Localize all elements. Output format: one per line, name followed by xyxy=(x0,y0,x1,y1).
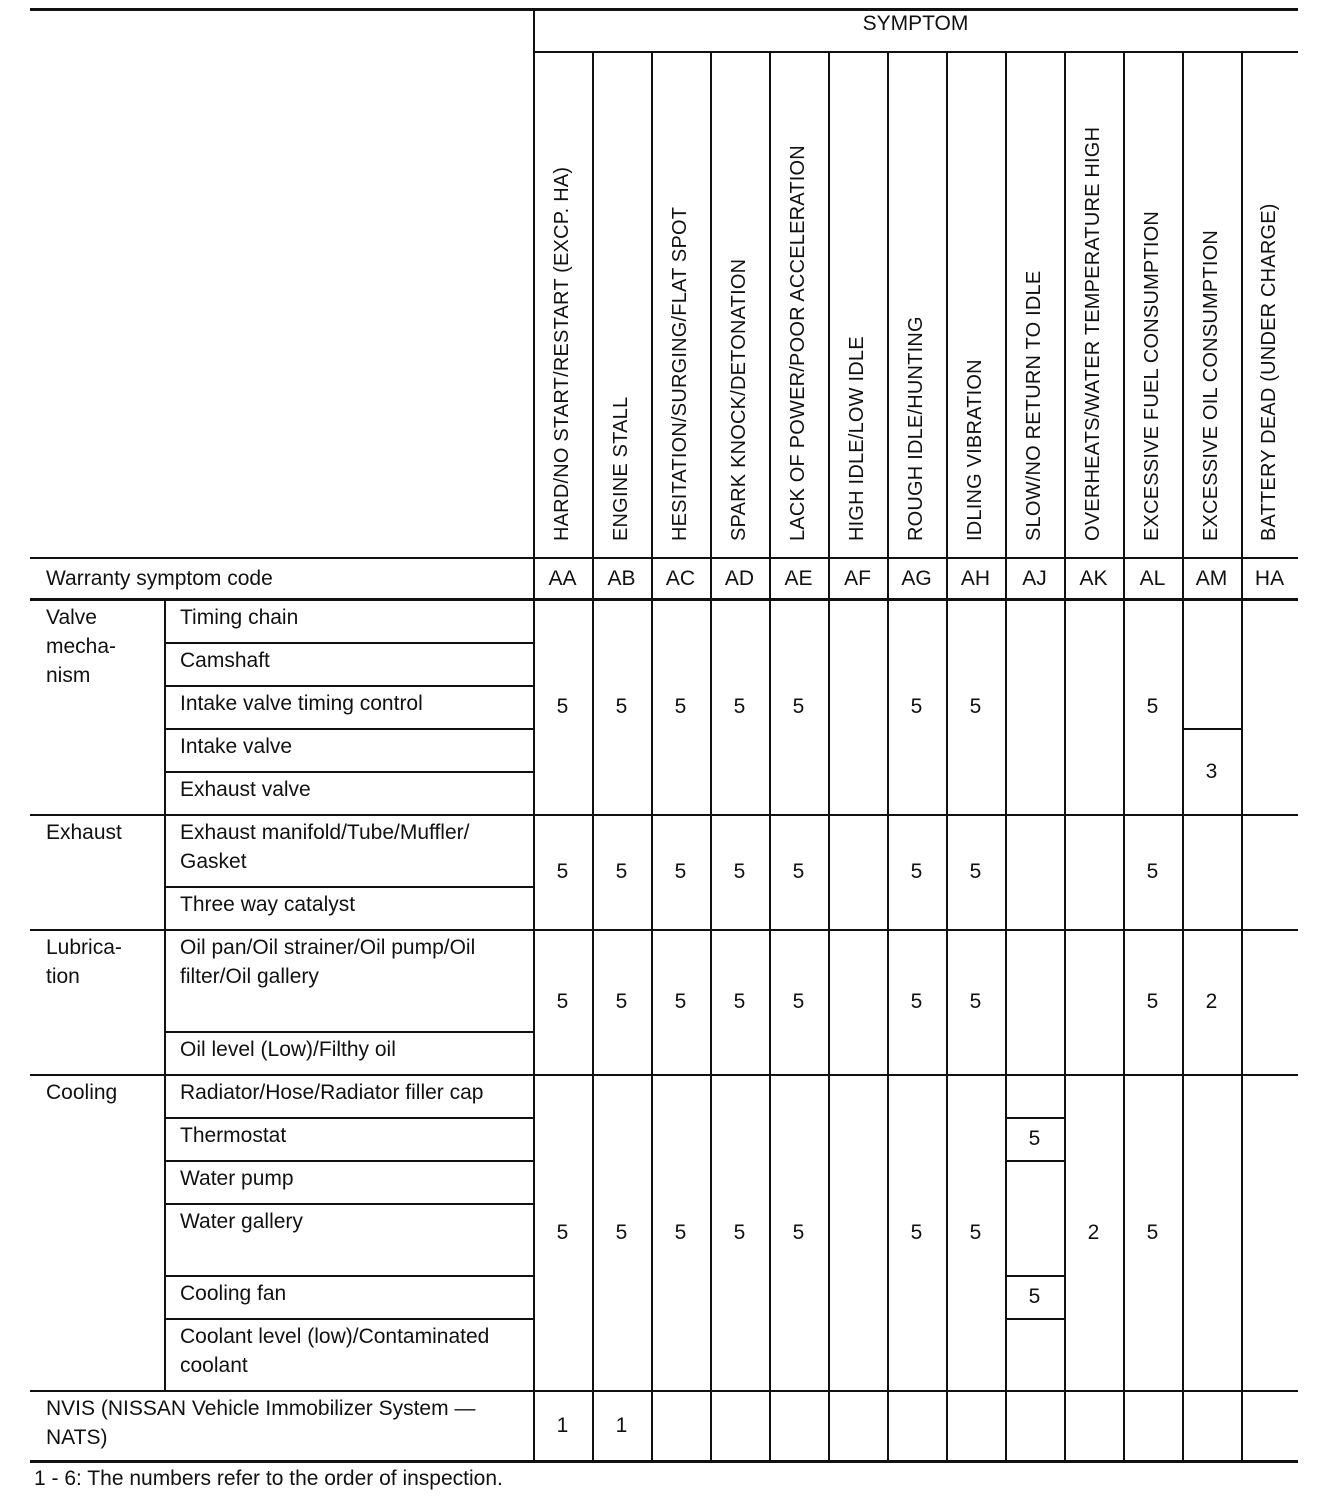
value-ab: 5 xyxy=(615,695,628,718)
code-row-bottom xyxy=(30,598,1298,601)
symptom-label-ad: SPARK KNOCK/DETONATION xyxy=(727,258,750,541)
item-label: Exhaust manifold/Tube/Muffler/ Gasket xyxy=(180,821,470,873)
value-ad: 5 xyxy=(733,860,746,883)
value-ak: 2 xyxy=(1087,1220,1100,1244)
value-ag: 5 xyxy=(910,860,923,883)
symptom-label-al: EXCESSIVE FUEL CONSUMPTION xyxy=(1140,210,1163,541)
group-label-2: Lubrica- tion xyxy=(46,936,122,988)
group-separator xyxy=(30,814,1298,816)
item-separator xyxy=(164,642,533,644)
top-border xyxy=(30,8,1298,11)
group-separator xyxy=(30,1390,1298,1392)
group-label-3: Cooling xyxy=(46,1081,118,1104)
footnote: 1 - 6: The numbers refer to the order of inspection. xyxy=(34,1467,503,1490)
item-separator xyxy=(164,1203,533,1205)
value-ae: 5 xyxy=(792,990,805,1013)
symptom-code-ac: AC xyxy=(665,566,696,590)
symptom-code-ae: AE xyxy=(784,566,813,590)
column-line xyxy=(828,51,830,1461)
item-separator xyxy=(164,685,533,687)
value-ae: 5 xyxy=(792,860,805,883)
column-line xyxy=(887,51,889,1461)
value-am: 2 xyxy=(1205,990,1218,1013)
value-ad: 5 xyxy=(733,695,746,718)
item-label: Timing chain xyxy=(180,606,299,629)
item-separator xyxy=(164,1117,533,1119)
warranty-code-label: Warranty symptom code xyxy=(46,566,273,590)
symptom-label-ak: OVERHEATS/WATER TEMPERATURE HIGH xyxy=(1081,126,1104,541)
item-label: Oil pan/Oil strainer/Oil pump/Oil filter/Oil gallery xyxy=(180,936,476,988)
symptom-label-af: HIGH IDLE/LOW IDLE xyxy=(845,336,868,541)
column-line xyxy=(533,8,535,1461)
value-ac: 5 xyxy=(674,1220,687,1244)
value-aa: 5 xyxy=(556,1220,569,1244)
value-aa: 5 xyxy=(556,695,569,718)
aj-separator xyxy=(1005,1160,1064,1162)
symptom-code-af: AF xyxy=(844,566,871,590)
symptom-header: SYMPTOM xyxy=(862,12,969,35)
symptom-code-aa: AA xyxy=(548,566,577,590)
item-label: Intake valve timing control xyxy=(180,692,423,715)
symptom-code-ha: HA xyxy=(1254,566,1285,590)
value-ab: 5 xyxy=(615,860,628,883)
group-label-1: Exhaust xyxy=(46,821,122,844)
column-line xyxy=(592,51,594,1461)
symptom-label-ah: IDLING VIBRATION xyxy=(963,359,986,541)
item-separator xyxy=(164,1160,533,1162)
symptom-code-ab: AB xyxy=(607,566,636,590)
value-ag: 5 xyxy=(910,1220,923,1244)
symptom-code-aj: AJ xyxy=(1022,566,1047,590)
group-separator xyxy=(30,929,1298,931)
value-ab: 5 xyxy=(615,1220,628,1244)
value-aa: 1 xyxy=(556,1414,569,1437)
value-ac: 5 xyxy=(674,990,687,1013)
group-label-0: Valve mecha- nism xyxy=(46,606,117,687)
symptom-code-am: AM xyxy=(1195,566,1228,590)
value-am: 3 xyxy=(1205,759,1218,783)
column-line xyxy=(1123,51,1125,1461)
symptom-code-ah: AH xyxy=(960,566,991,590)
aj-separator xyxy=(1005,1117,1064,1119)
value-aj: 5 xyxy=(1028,1285,1041,1308)
column-line xyxy=(1241,51,1243,1461)
value-ac: 5 xyxy=(674,860,687,883)
value-al: 5 xyxy=(1146,990,1159,1013)
item-label: Coolant level (low)/Contaminated coolant xyxy=(180,1325,490,1377)
aj-separator xyxy=(1005,1318,1064,1320)
symptom-label-ab: ENGINE STALL xyxy=(609,396,632,541)
item-label: Exhaust valve xyxy=(180,778,311,801)
item-separator xyxy=(164,1318,533,1320)
value-ah: 5 xyxy=(969,695,982,718)
item-label: Oil level (Low)/Filthy oil xyxy=(180,1038,396,1061)
value-ah: 5 xyxy=(969,860,982,883)
value-ag: 5 xyxy=(910,990,923,1013)
group-label-4: NVIS (NISSAN Vehicle Immobilizer System — NATS) xyxy=(46,1397,476,1449)
item-label: Three way catalyst xyxy=(180,893,356,916)
value-ag: 5 xyxy=(910,695,923,718)
item-label: Cooling fan xyxy=(180,1282,287,1305)
am-separator xyxy=(1182,728,1241,730)
item-separator xyxy=(164,771,533,773)
item-label: Radiator/Hose/Radiator filler cap xyxy=(180,1081,484,1104)
group-separator xyxy=(30,1074,1298,1076)
column-line xyxy=(1005,51,1007,1461)
value-ab: 1 xyxy=(615,1414,628,1437)
item-label: Camshaft xyxy=(180,649,270,672)
column-line xyxy=(1064,51,1066,1461)
value-aa: 5 xyxy=(556,860,569,883)
symptom-code-ad: AD xyxy=(724,566,755,590)
column-line xyxy=(946,51,948,1461)
value-ac: 5 xyxy=(674,695,687,718)
value-aa: 5 xyxy=(556,990,569,1013)
symptom-code-ak: AK xyxy=(1079,566,1108,590)
value-al: 5 xyxy=(1146,1220,1159,1244)
value-ae: 5 xyxy=(792,695,805,718)
item-label: Water gallery xyxy=(180,1210,303,1233)
item-label: Water pump xyxy=(180,1167,294,1190)
item-label: Intake valve xyxy=(180,735,293,758)
symptom-label-ha: BATTERY DEAD (UNDER CHARGE) xyxy=(1257,203,1280,541)
item-separator xyxy=(164,1275,533,1277)
value-ah: 5 xyxy=(969,990,982,1013)
symptom-label-ae: LACK OF POWER/POOR ACCELERATION xyxy=(786,145,809,541)
column-line xyxy=(769,51,771,1461)
aj-separator xyxy=(1005,1275,1064,1277)
value-ah: 5 xyxy=(969,1220,982,1244)
item-separator xyxy=(164,886,533,888)
symptom-code-al: AL xyxy=(1139,566,1166,590)
symptom-label-aa: HARD/NO START/RESTART (EXCP. HA) xyxy=(550,166,573,541)
value-ad: 5 xyxy=(733,990,746,1013)
bottom-border xyxy=(30,1460,1298,1463)
item-separator xyxy=(164,728,533,730)
group-item-divider xyxy=(164,599,166,1390)
symptom-label-ag: ROUGH IDLE/HUNTING xyxy=(904,316,927,541)
symptom-code-ag: AG xyxy=(901,566,932,590)
value-ae: 5 xyxy=(792,1220,805,1244)
item-label: Thermostat xyxy=(180,1124,287,1147)
value-aj: 5 xyxy=(1028,1127,1041,1150)
column-line xyxy=(651,51,653,1461)
code-row-top xyxy=(30,557,1298,559)
item-separator xyxy=(164,1031,533,1033)
value-ad: 5 xyxy=(733,1220,746,1244)
value-al: 5 xyxy=(1146,860,1159,883)
symptom-label-ac: HESITATION/SURGING/FLAT SPOT xyxy=(668,206,691,541)
column-line xyxy=(710,51,712,1461)
column-line xyxy=(1182,51,1184,1461)
value-al: 5 xyxy=(1146,695,1159,718)
symptom-label-am: EXCESSIVE OIL CONSUMPTION xyxy=(1199,230,1222,541)
value-ab: 5 xyxy=(615,990,628,1013)
symptom-label-aj: SLOW/NO RETURN TO IDLE xyxy=(1022,270,1045,541)
